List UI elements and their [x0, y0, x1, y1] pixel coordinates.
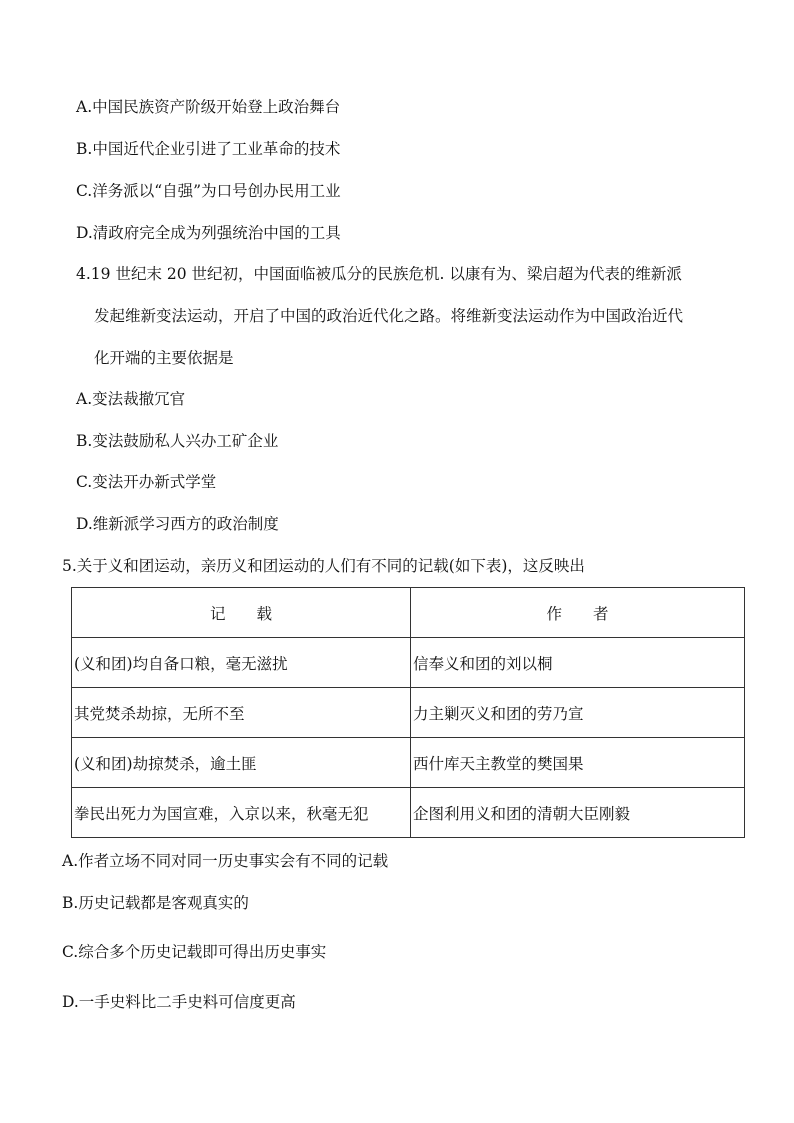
- question-5-option-c: C.综合多个历史记载即可得出历史事实: [62, 943, 327, 961]
- author-cell: 力主剿灭义和团的劳乃宣: [411, 688, 745, 738]
- question-4-option-a: A.变法裁撤冗官: [76, 390, 186, 408]
- header-author: 作 者: [411, 588, 745, 638]
- table-header-row: [72, 588, 745, 638]
- table-row: [72, 688, 745, 738]
- question-4-stem-line-3: 化开端的主要依据是: [94, 349, 234, 367]
- question-5-option-d: D.一手史料比二手史料可信度更高: [62, 993, 296, 1011]
- record-cell: (义和团)均自备口粮，毫无滋扰: [72, 638, 411, 688]
- author-cell: 西什库天主教堂的樊国果: [411, 738, 745, 788]
- table-row: [72, 638, 745, 688]
- question-5-stem: 5.关于义和团运动，亲历义和团运动的人们有不同的记载(如下表)，这反映出: [62, 557, 585, 575]
- question-4-option-c: C.变法开办新式学堂: [76, 473, 217, 491]
- option-d: D.清政府完全成为列强统治中国的工具: [76, 224, 341, 242]
- question-4-option-d: D.维新派学习西方的政治制度: [76, 515, 279, 533]
- question-5-option-b: B.历史记载都是客观真实的: [62, 894, 249, 912]
- record-cell: 其党焚杀劫掠，无所不至: [72, 688, 411, 738]
- option-b: B.中国近代企业引进了工业革命的技术: [76, 140, 341, 158]
- header-record: 记 载: [72, 588, 411, 638]
- question-5-option-a: A.作者立场不同对同一历史事实会有不同的记载: [62, 852, 389, 870]
- option-c: C.洋务派以“自强”为口号创办民用工业: [76, 182, 341, 200]
- record-cell: 拳民出死力为国宣难，入京以来，秋毫无犯: [72, 788, 411, 838]
- table-row: [72, 738, 745, 788]
- option-a: A.中国民族资产阶级开始登上政治舞台: [76, 98, 341, 116]
- author-cell: 信奉义和团的刘以桐: [411, 638, 745, 688]
- question-4-stem-line-1: 4.19 世纪末 20 世纪初，中国面临被瓜分的民族危机. 以康有为、梁启超为代表的维新派: [76, 265, 682, 283]
- question-4-option-b: B.变法鼓励私人兴办工矿企业: [76, 432, 279, 450]
- author-cell: 企图利用义和团的清朝大臣刚毅: [411, 788, 745, 838]
- record-cell: (义和团)劫掠焚杀，逾土匪: [72, 738, 411, 788]
- records-table: [71, 587, 745, 838]
- table-row: [72, 788, 745, 838]
- question-4-stem-line-2: 发起维新变法运动，开启了中国的政治近代化之路。将维新变法运动作为中国政治近代: [94, 307, 684, 325]
